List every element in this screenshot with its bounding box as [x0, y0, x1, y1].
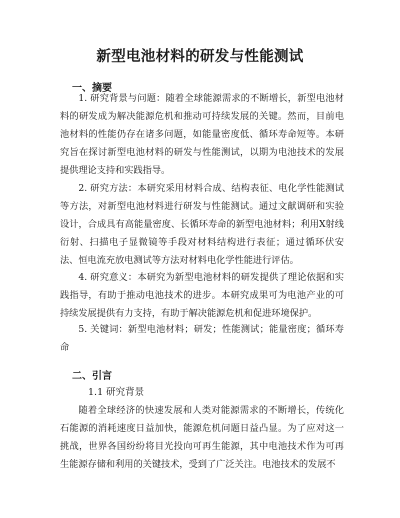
- abstract-paragraph-keywords: 5. 关键词：新型电池材料；研发；性能测试；能量密度；循环寿命: [60, 324, 344, 353]
- section-heading-abstract: 一、摘要: [72, 83, 112, 94]
- abstract-paragraph-background: 1. 研究背景与问题：随着全球能源需求的不断增长，新型电池材料的研发成为解决能源危机和推动可持续发展的关键。然而，目前电池材料的性能仍存在诸多问题，如能量密度低、循环寿命短等。本研究旨在探讨新型电池材料的研发与性能测试，以期为电池技术的发展提供理论支持和实践指导。: [60, 93, 344, 176]
- abstract-paragraph-methods: 2. 研究方法：本研究采用材料合成、结构表征、电化学性能测试等方法，对新型电池材料进行研发与性能测试。通过文献调研和实验设计，合成具有高能量密度、长循环寿命的新型电池材料；利用X射线衍射、扫描电子显微镜等手段对材料结构进行表征；通过循环伏安法、恒电流充放电测试等方法对材料电化学性能进行评估。: [60, 183, 344, 266]
- subsection-heading-background: 1.1 研究背景: [88, 387, 145, 398]
- introduction-paragraph: 随着全球经济的快速发展和人类对能源需求的不断增长，传统化石能源的消耗速度日益加快，能源危机问题日益凸显。为了应对这一挑战，世界各国纷纷将目光投向可再生能源，其中电池技术作为可再生能源存储和利用的关键技术，受到了广泛关注。电池技术的发展不: [60, 405, 344, 470]
- abstract-paragraph-significance: 4. 研究意义：本研究为新型电池材料的研发提供了理论依据和实践指导，有助于推动电池技术的进步。本研究成果可为电池产业的可持续发展提供有力支持，有助于解决能源危机和促进环境保护。: [60, 272, 344, 319]
- section-heading-introduction: 二、引言: [72, 371, 112, 382]
- document-title: 新型电池材料的研发与性能测试: [96, 48, 304, 65]
